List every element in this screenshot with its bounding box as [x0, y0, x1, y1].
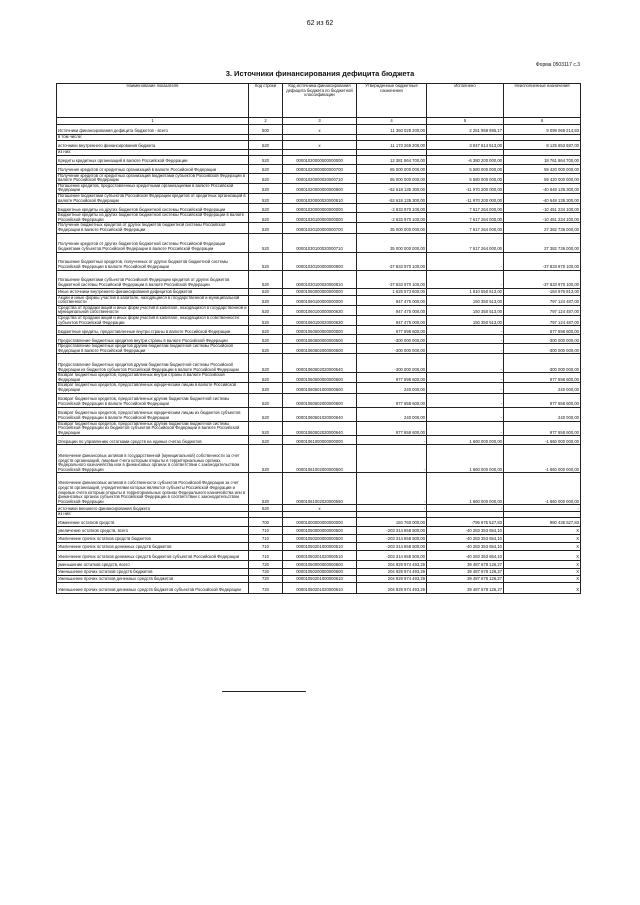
row-name: Возврат бюджетных кредитов, предоставленных юридическим лицам в валюте Российской Федерации — [57, 383, 249, 393]
header-number: 4 — [357, 118, 427, 125]
row-name: Источники финансирования дефицита бюджетов - всего — [57, 125, 249, 135]
row-approved: 240 000,00 — [357, 383, 427, 393]
row-line-code: 520 — [249, 305, 283, 315]
row-name: Предоставление бюджетных кредитов другим бюджетам бюджетной системы Российской Федерации из бюджетов субъектов Российской Федерации в валюте Российской Федерации — [57, 354, 249, 373]
row-executed: 150 350 513,00 — [427, 315, 504, 325]
row-name: Акции и иные формы участия в капитале, находящиеся в государственной и муниципальной собственности — [57, 295, 249, 305]
row-source-code: 00001050201020000610 — [283, 583, 357, 594]
row-line-code: 710 — [249, 551, 283, 561]
row-line-code: 520 — [249, 141, 283, 150]
row-unexecuted: 59 420 000 000,00 — [504, 164, 581, 173]
row-source-code: 00001061002020000550 — [283, 473, 357, 505]
table-row — [57, 393, 581, 407]
row-line-code: 520 — [249, 288, 283, 295]
row-executed: 3 047 614 513,00 — [427, 141, 504, 150]
row-executed: 150 350 513,00 — [427, 305, 504, 315]
row-line-code: 520 — [249, 233, 283, 252]
row-approved: 184 760 000,00 — [357, 518, 427, 527]
row-executed: - — [427, 335, 504, 344]
row-line-code: 720 — [249, 576, 283, 583]
table-row — [57, 383, 581, 393]
row-line-code: 520 — [249, 421, 283, 436]
signature-line — [222, 691, 306, 692]
header-source-code: Код источника финансирования дефицита бюджета по бюджетной классификации — [283, 84, 357, 118]
table-row — [57, 445, 581, 473]
header-number: 1 — [57, 118, 249, 125]
row-source-code: 00001020000020000710 — [283, 173, 357, 183]
row-name: Получение бюджетных кредитов от других бюджетов бюджетной системы Российской Федерации в валюте Российской Федерации — [57, 223, 249, 233]
row-source-code: 00001060500000000000 — [283, 326, 357, 335]
row-executed: 2 251 958 985,17 — [427, 125, 504, 135]
row-approved: - — [357, 436, 427, 445]
row-executed: - — [427, 373, 504, 383]
row-approved: 977 898 600,00 — [357, 373, 427, 383]
header-name: Наименование показателя — [57, 84, 249, 118]
row-approved: 204 929 974 493,29 — [357, 583, 427, 594]
header-numbers-row — [57, 118, 581, 125]
row-name: Иные источники внутреннего финансирования дефицитов бюджетов — [57, 288, 249, 295]
row-unexecuted: -40 648 135 300,00 — [504, 193, 581, 203]
row-line-code: 520 — [249, 344, 283, 354]
row-name: источники внешнего финансирования бюджета — [57, 505, 249, 512]
row-source-code: 00001050201000000510 — [283, 543, 357, 551]
row-approved: 947 475 000,00 — [357, 315, 427, 325]
row-line-code: 520 — [249, 436, 283, 445]
row-unexecuted: -10 451 234 100,00 — [504, 204, 581, 213]
table-row — [57, 193, 581, 203]
table-row — [57, 561, 581, 569]
row-approved: 1 625 573 600,00 — [357, 288, 427, 295]
row-executed: 39 487 678 126,27 — [427, 583, 504, 594]
header-executed: Исполнено — [427, 84, 504, 118]
row-unexecuted: X — [504, 583, 581, 594]
page-number: 62 из 62 — [306, 20, 334, 27]
row-source-code: 00001030100000000700 — [283, 223, 357, 233]
row-line-code: 520 — [249, 335, 283, 344]
row-name: Увеличение финансовых активов в собственности субъектов Российской Федерации за счет средств организаций, учредителями которых являются субъекты Российской Федерации и лицевые счета которым открыты в территориальных органах Федерального казначейства или в финансовых органах субъектов Российской Федерации в соответствии с законодательством Российской Федерации — [57, 473, 249, 505]
row-executed: 7 617 264 000,00 — [427, 233, 504, 252]
row-name: Средства от продажи акций и иных форм участия в капитале, находящихся в государственной и муниципальной собственности — [57, 305, 249, 315]
row-executed: -40 283 353 654,10 — [427, 527, 504, 535]
row-line-code: 520 — [249, 445, 283, 473]
row-source-code: 00001030000000000000 — [283, 204, 357, 213]
table-row — [57, 223, 581, 233]
row-line-code: 710 — [249, 535, 283, 543]
row-line-code: 520 — [249, 204, 283, 213]
row-line-code: 520 — [249, 354, 283, 373]
table-row — [57, 505, 581, 512]
row-name: Предоставление бюджетных кредитов внутри страны в валюте Российской Федерации — [57, 335, 249, 344]
row-unexecuted: -10 451 234 100,00 — [504, 213, 581, 223]
table-row — [57, 518, 581, 527]
row-unexecuted: X — [504, 569, 581, 576]
row-line-code: 720 — [249, 583, 283, 594]
row-source-code: 00001060100000000000 — [283, 295, 357, 305]
row-approved: -300 000 000,00 — [357, 335, 427, 344]
table-row — [57, 344, 581, 354]
row-approved: -52 618 135 300,00 — [357, 183, 427, 193]
table-row — [57, 141, 581, 150]
row-approved: 204 929 974 493,29 — [357, 561, 427, 569]
row-line-code: 520 — [249, 373, 283, 383]
row-line-code: 710 — [249, 527, 283, 535]
row-unexecuted: 980 435 527,83 — [504, 518, 581, 527]
header-line-code: Код строки — [249, 84, 283, 118]
row-executed: - — [427, 326, 504, 335]
table-row — [57, 569, 581, 576]
row-unexecuted: X — [504, 543, 581, 551]
row-line-code: 520 — [249, 270, 283, 288]
row-executed: -795 675 527,83 — [427, 518, 504, 527]
row-approved: 947 475 000,00 — [357, 295, 427, 305]
row-source-code: 00001030100020000710 — [283, 233, 357, 252]
row-name: в том числе: — [57, 135, 249, 141]
table-row — [57, 252, 581, 270]
header-unexecuted: Неисполненные назначения — [504, 84, 581, 118]
table-row — [57, 535, 581, 543]
table-row — [57, 354, 581, 373]
row-executed: 1 660 000 000,00 — [427, 445, 504, 473]
row-executed: -40 283 353 654,10 — [427, 551, 504, 561]
row-name: Возврат бюджетных кредитов, предоставленных другим бюджетам бюджетной системы Российской Федерации в валюте Российской Федерации — [57, 393, 249, 407]
header-number: 2 — [249, 118, 283, 125]
row-source-code: 00001060502000000500 — [283, 344, 357, 354]
row-approved: 240 000,00 — [357, 407, 427, 421]
row-approved: -203 314 658 500,00 — [357, 551, 427, 561]
table-row — [57, 288, 581, 295]
row-source-code: 00001060501020000640 — [283, 407, 357, 421]
row-source-code: 00001060100020000630 — [283, 315, 357, 325]
row-executed: - — [427, 252, 504, 270]
row-unexecuted: 27 382 736 000,00 — [504, 233, 581, 252]
table-row — [57, 373, 581, 383]
row-unexecuted: -300 000 000,00 — [504, 335, 581, 344]
row-name: увеличение остатков средств, всего — [57, 527, 249, 535]
row-source-code: 00001050000000000600 — [283, 561, 357, 569]
table-row — [57, 576, 581, 583]
row-executed: -40 283 353 654,10 — [427, 535, 504, 543]
row-approved: 977 658 600,00 — [357, 421, 427, 436]
row-unexecuted: -300 000 000,00 — [504, 354, 581, 373]
row-name: Увеличение прочих остатков средств бюджетов — [57, 535, 249, 543]
table-row — [57, 295, 581, 305]
table-row — [57, 270, 581, 288]
row-name: Средства от продажи акций и иных форм участия в капитале, находящихся в собственности субъектов Российской Федерации — [57, 315, 249, 325]
row-name: Кредиты кредитных организаций в валюте Российской Федерации — [57, 155, 249, 164]
row-executed: 39 487 678 126,27 — [427, 576, 504, 583]
row-unexecuted: 27 382 736 000,00 — [504, 223, 581, 233]
row-line-code: 520 — [249, 183, 283, 193]
row-source-code: 00001000000000000000 — [283, 518, 357, 527]
row-source-code: 00001060502000000600 — [283, 393, 357, 407]
row-unexecuted: 240 000,00 — [504, 407, 581, 421]
row-executed: 5 580 000 000,00 — [427, 173, 504, 183]
row-name: Увеличение прочих остатков денежных средств бюджетов субъектов Российской Федерации — [57, 551, 249, 561]
row-approved: 65 000 000 000,00 — [357, 173, 427, 183]
row-name: Увеличение прочих остатков денежных средств бюджетов — [57, 543, 249, 551]
row-approved: - — [357, 445, 427, 473]
row-executed: 7 617 264 000,00 — [427, 213, 504, 223]
row-source-code: 00001030100020000810 — [283, 270, 357, 288]
table-row — [57, 326, 581, 335]
row-source-code: 00001061002000000500 — [283, 445, 357, 473]
row-line-code: 720 — [249, 569, 283, 576]
row-line-code: 520 — [249, 193, 283, 203]
row-executed: - — [427, 421, 504, 436]
row-name: Возврат бюджетных кредитов, предоставленных другим бюджетам бюджетной системы Российской Федерации из бюджетов субъектов Российской Федерации в валюте Российской Федерации — [57, 421, 249, 436]
row-name: Уменьшение прочих остатков средств бюджетов — [57, 569, 249, 576]
row-line-code: 710 — [249, 543, 283, 551]
row-unexecuted: X — [504, 551, 581, 561]
row-name: уменьшение остатков средств, всего — [57, 561, 249, 569]
row-line-code: 520 — [249, 173, 283, 183]
row-approved: - — [357, 473, 427, 505]
table-row — [57, 155, 581, 164]
row-name: Погашение бюджетами субъектов Российской Федерации кредитов от других бюджетов бюджетной системы Российской Федерации в валюте Российской Федерации — [57, 270, 249, 288]
header-number: 5 — [427, 118, 504, 125]
row-approved: 204 929 974 493,29 — [357, 569, 427, 576]
row-source-code: 00001060501000000600 — [283, 383, 357, 393]
row-source-code: 00001020000000000700 — [283, 164, 357, 173]
row-line-code: 520 — [249, 252, 283, 270]
row-unexecuted: 677 898 600,00 — [504, 326, 581, 335]
row-line-code: 520 — [249, 295, 283, 305]
row-unexecuted: X — [504, 561, 581, 569]
header-row — [57, 84, 581, 118]
row-unexecuted: -1 660 000 000,00 — [504, 436, 581, 445]
table-row — [57, 183, 581, 193]
row-unexecuted: 797 124 487,00 — [504, 315, 581, 325]
row-name: источники внутреннего финансирования бюджета — [57, 141, 249, 150]
table-row — [57, 173, 581, 183]
row-executed: 150 350 513,00 — [427, 295, 504, 305]
section-title: 3. Источники финансирования дефицита бюджета — [225, 69, 415, 78]
row-source-code: 00001020000020000810 — [283, 193, 357, 203]
row-source-code: x — [283, 125, 357, 135]
row-unexecuted: X — [504, 576, 581, 583]
row-line-code: 520 — [249, 393, 283, 407]
row-name: Бюджетные кредиты, предоставленные внутри страны в валюте Российской Федерации — [57, 326, 249, 335]
header-number: 3 — [283, 118, 357, 125]
row-unexecuted: -37 833 970 100,00 — [504, 270, 581, 288]
row-source-code: 00001030100000000000 — [283, 213, 357, 223]
row-executed: 39 487 678 126,27 — [427, 569, 504, 576]
row-approved: -37 833 970 100,00 — [357, 270, 427, 288]
row-unexecuted: -1 660 000 000,00 — [504, 445, 581, 473]
row-source-code: 00001050200000000500 — [283, 535, 357, 543]
row-line-code: 720 — [249, 561, 283, 569]
row-name: Получение кредитов от кредитных организаций бюджетами субъектов Российской Федерации в валюте Российской Федерации — [57, 173, 249, 183]
row-approved: -2 833 970 100,00 — [357, 213, 427, 223]
row-executed: 7 617 264 000,00 — [427, 204, 504, 213]
row-unexecuted: 59 420 000 000,00 — [504, 173, 581, 183]
row-executed: - — [427, 393, 504, 407]
row-executed: - — [427, 505, 504, 512]
row-source-code: 00001060502020000540 — [283, 354, 357, 373]
row-unexecuted: -1 660 000 000,00 — [504, 473, 581, 505]
table-row — [57, 473, 581, 505]
table-row — [57, 551, 581, 561]
table-row — [57, 204, 581, 213]
table-row — [57, 436, 581, 445]
row-unexecuted: 240 000,00 — [504, 383, 581, 393]
row-approved: -203 314 658 500,00 — [357, 535, 427, 543]
row-unexecuted: 797 124 487,00 — [504, 295, 581, 305]
table-row — [57, 305, 581, 315]
row-unexecuted: -300 000 000,00 — [504, 344, 581, 354]
table-row — [57, 233, 581, 252]
row-approved: -2 833 970 100,00 — [357, 204, 427, 213]
row-executed: 39 487 678 126,27 — [427, 561, 504, 569]
row-source-code: 00001050201000000610 — [283, 576, 357, 583]
row-approved: 11 350 028 200,00 — [357, 125, 427, 135]
row-executed: 1 810 550 513,00 — [427, 288, 504, 295]
row-name: Операции по управлению остатками средств на единых счетах бюджетов — [57, 436, 249, 445]
row-name: из них: — [57, 150, 249, 156]
table-row — [57, 125, 581, 135]
row-source-code: 00001061000000000000 — [283, 436, 357, 445]
row-executed: 1 660 000 000,00 — [427, 473, 504, 505]
row-name: Уменьшение прочих остатков денежных средств бюджетов — [57, 576, 249, 583]
row-executed: -40 283 353 654,10 — [427, 543, 504, 551]
row-executed: - — [427, 344, 504, 354]
row-line-code: 520 — [249, 326, 283, 335]
row-line-code: 520 — [249, 155, 283, 164]
row-executed: -11 970 200 000,00 — [427, 183, 504, 193]
row-line-code: 520 — [249, 407, 283, 421]
row-line-code: 700 — [249, 518, 283, 527]
row-name: Уменьшение прочих остатков денежных средств бюджетов субъектов Российской Федерации — [57, 583, 249, 594]
form-label: Форма 0503117 с.3 — [535, 62, 580, 68]
row-name: Возврат бюджетных кредитов, предоставленных юридическим лицам из бюджетов субъектов Российской Федерации в валюте Российской Федерации — [57, 407, 249, 421]
row-approved: -203 314 658 500,00 — [357, 527, 427, 535]
row-approved: -203 314 658 500,00 — [357, 543, 427, 551]
row-approved: 35 000 000 000,00 — [357, 223, 427, 233]
row-source-code: 00001060502020000640 — [283, 421, 357, 436]
row-executed: 1 660 000 000,00 — [427, 436, 504, 445]
row-source-code: 00001050200000000600 — [283, 569, 357, 576]
row-line-code: 500 — [249, 125, 283, 135]
table-row — [57, 543, 581, 551]
row-unexecuted: 797 124 487,00 — [504, 305, 581, 315]
row-unexecuted: 977 658 600,00 — [504, 393, 581, 407]
row-source-code: 00001060500000000600 — [283, 373, 357, 383]
row-unexecuted: 18 761 864 700,00 — [504, 155, 581, 164]
row-unexecuted: 9 098 069 214,83 — [504, 125, 581, 135]
row-approved: 11 173 269 200,00 — [357, 141, 427, 150]
row-line-code: 620 — [249, 505, 283, 512]
row-name: Получение кредитов от кредитных организаций в валюте Российской Федерации — [57, 164, 249, 173]
row-executed: -11 970 200 000,00 — [427, 193, 504, 203]
table-row — [57, 583, 581, 594]
sources-table — [56, 83, 581, 594]
row-name: Увеличение финансовых активов в государственной (муниципальной) собственности за счет средств организаций, лицевые счета которым открыты в территориальных органах Федерального казначейства или в финансовых органах в соответствии с законодательством Российской Федерации — [57, 445, 249, 473]
table-row — [57, 315, 581, 325]
row-name: из них: — [57, 512, 249, 518]
row-source-code: 00001020000000000000 — [283, 155, 357, 164]
row-approved: 977 658 600,00 — [357, 393, 427, 407]
row-name: Возврат бюджетных кредитов, предоставленных внутри страны в валюте Российской Федерации — [57, 373, 249, 383]
header-number: 6 — [504, 118, 581, 125]
row-executed: - — [427, 270, 504, 288]
row-executed: 7 617 264 000,00 — [427, 223, 504, 233]
row-name: Погашение бюджетных кредитов, полученных от других бюджетов бюджетной системы Российской Федерации в валюте Российской Федерации — [57, 252, 249, 270]
row-approved: 65 000 000 000,00 — [357, 164, 427, 173]
row-approved: -37 833 970 100,00 — [357, 252, 427, 270]
row-line-code: 520 — [249, 315, 283, 325]
row-name: Бюджетные кредиты из других бюджетов бюджетной системы Российской Федерации — [57, 204, 249, 213]
row-unexecuted: -40 648 135 300,00 — [504, 183, 581, 193]
row-approved: 204 929 974 493,29 — [357, 576, 427, 583]
row-approved: -300 000 000,00 — [357, 354, 427, 373]
row-line-code: 520 — [249, 213, 283, 223]
row-source-code: 00001060100000000630 — [283, 305, 357, 315]
row-source-code: 00001060000000000000 — [283, 288, 357, 295]
row-unexecuted: - — [504, 505, 581, 512]
row-name: Получение кредитов от других бюджетов бюджетной системы Российской Федерации бюджетами субъектов Российской Федерации в валюте Российской Федерации — [57, 233, 249, 252]
row-unexecuted: 977 658 600,00 — [504, 421, 581, 436]
row-source-code: x — [283, 505, 357, 512]
row-unexecuted: -184 976 913,00 — [504, 288, 581, 295]
row-name: Изменение остатков средств — [57, 518, 249, 527]
table-row — [57, 527, 581, 535]
row-executed: - — [427, 354, 504, 373]
row-source-code: 00001050000000000500 — [283, 527, 357, 535]
row-name: Предоставление бюджетных кредитов другим бюджетам бюджетной системы Российской Федерации в валюте Российской Федерации — [57, 344, 249, 354]
row-name: Погашение бюджетами субъектов Российской Федерации кредитов от кредитных организаций в валюте Российской Федерации — [57, 193, 249, 203]
row-unexecuted: X — [504, 535, 581, 543]
row-source-code: 00001050201020000510 — [283, 551, 357, 561]
table-row — [57, 421, 581, 436]
row-source-code: 00001020000000000800 — [283, 183, 357, 193]
row-approved: 947 475 000,00 — [357, 305, 427, 315]
table-row — [57, 407, 581, 421]
row-source-code: 00001060500000000500 — [283, 335, 357, 344]
row-name: Погашение кредитов, предоставленных кредитными организациями в валюте Российской Федерации — [57, 183, 249, 193]
header-approved: Утвержденные бюджетные назначения — [357, 84, 427, 118]
row-executed: -6 380 200 000,00 — [427, 155, 504, 164]
table-row — [57, 213, 581, 223]
row-approved: -300 000 000,00 — [357, 344, 427, 354]
row-unexecuted: -37 833 970 100,00 — [504, 252, 581, 270]
row-line-code: 520 — [249, 164, 283, 173]
row-executed: 5 580 000 000,00 — [427, 164, 504, 173]
row-approved: 12 381 664 700,00 — [357, 155, 427, 164]
row-unexecuted: 977 898 600,00 — [504, 373, 581, 383]
row-approved: 677 898 600,00 — [357, 326, 427, 335]
row-source-code: 00001030100000000800 — [283, 252, 357, 270]
row-approved: -52 618 135 300,00 — [357, 193, 427, 203]
row-line-code: 520 — [249, 473, 283, 505]
row-source-code: x — [283, 141, 357, 150]
row-executed: - — [427, 383, 504, 393]
row-unexecuted: X — [504, 527, 581, 535]
table-row — [57, 335, 581, 344]
row-line-code: 520 — [249, 223, 283, 233]
row-executed: - — [427, 407, 504, 421]
row-name: Бюджетные кредиты из других бюджетов бюджетной системы Российской Федерации в валюте Российской Федерации — [57, 213, 249, 223]
row-unexecuted: 8 125 653 687,00 — [504, 141, 581, 150]
row-line-code: 520 — [249, 383, 283, 393]
table-row — [57, 164, 581, 173]
row-approved: - — [357, 505, 427, 512]
row-approved: 35 000 000 000,00 — [357, 233, 427, 252]
